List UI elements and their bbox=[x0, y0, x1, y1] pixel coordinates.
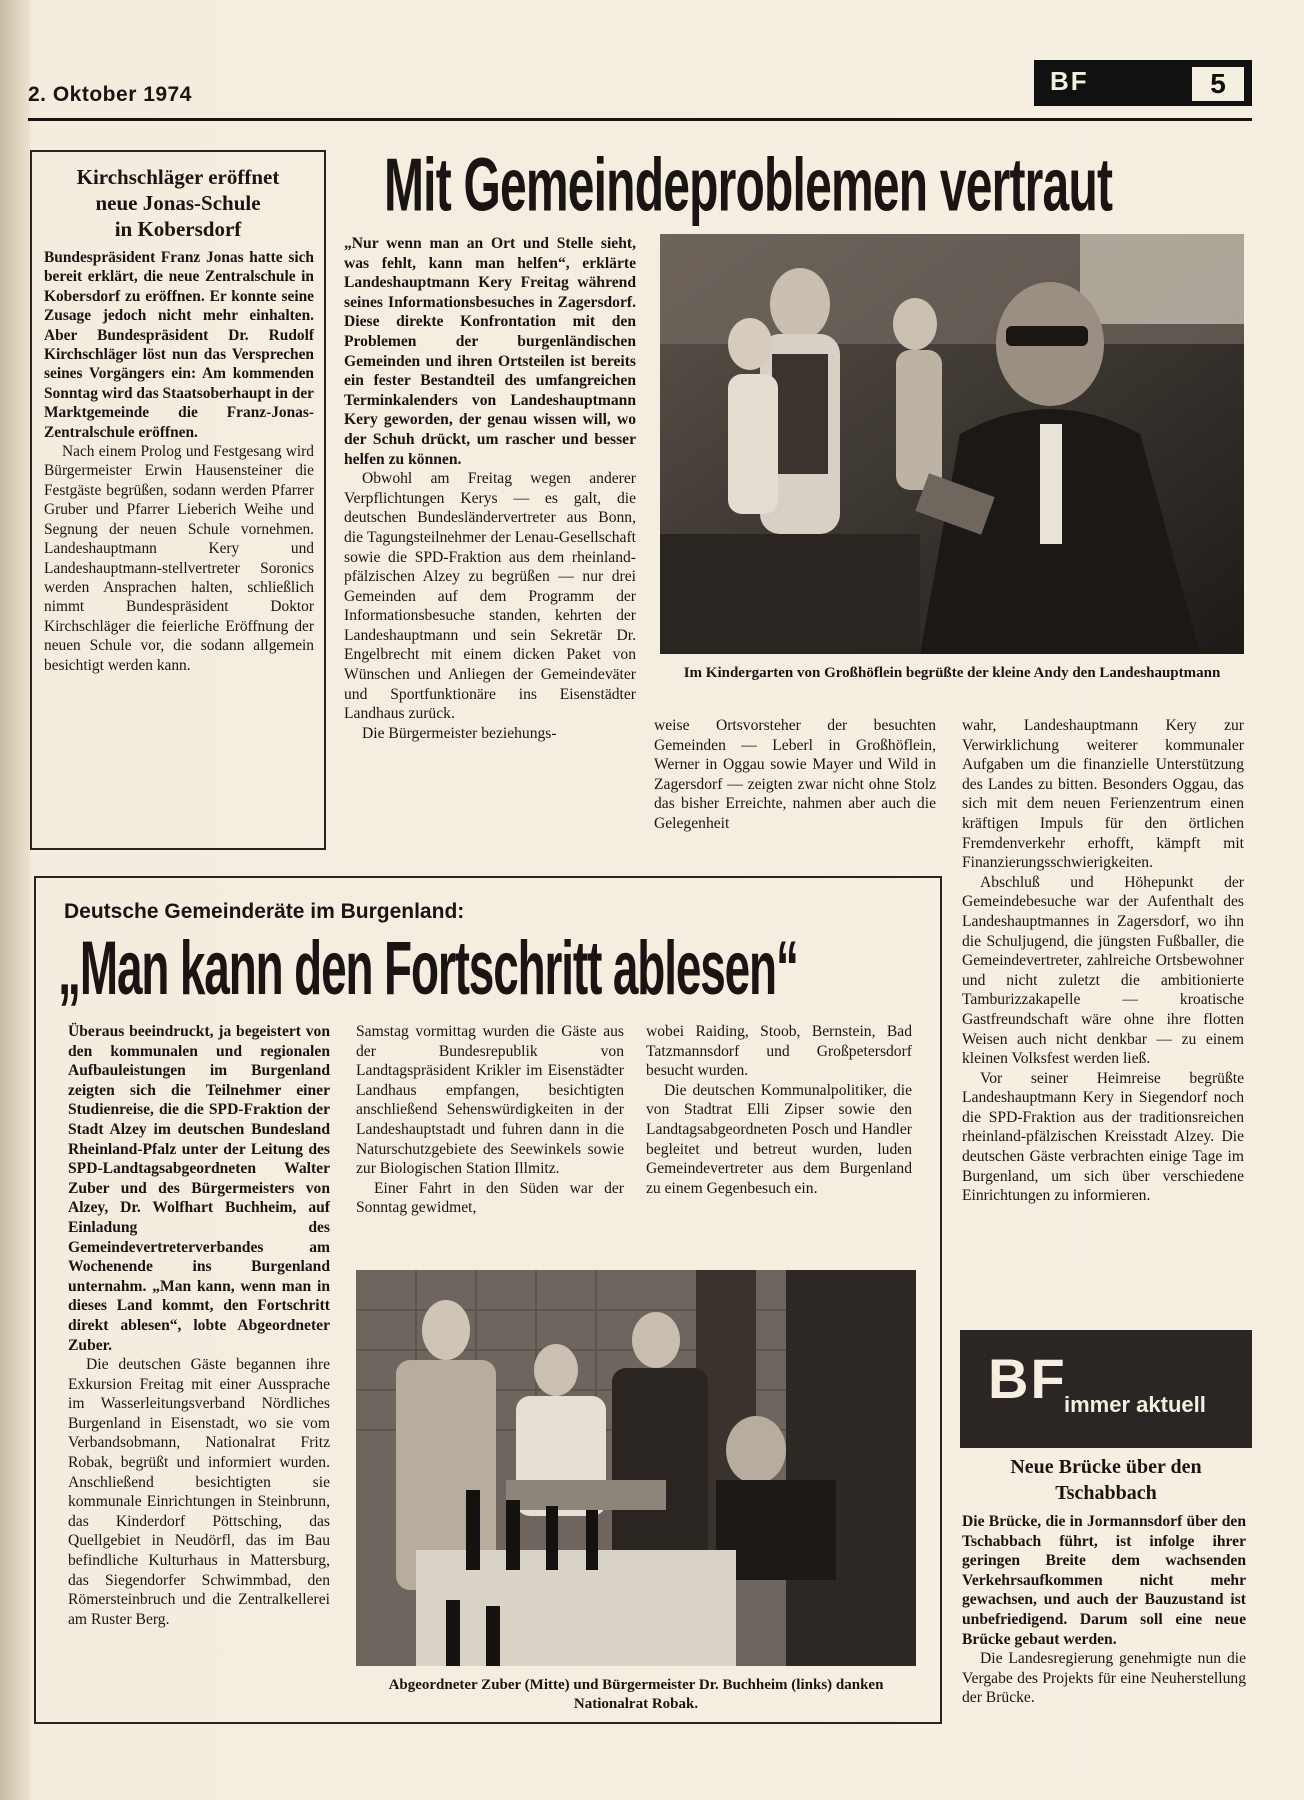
header-rule bbox=[28, 118, 1252, 121]
article2-body: Die deutschen Gäste begannen ihre Exkursion Freitag mit einer Aussprache im Wasserleitungsverband Nördliches Burgenland in Eisenstadt, wo sie vom Verbandsobmann, Nationalrat Fritz Robak, begrüßt und informiert wurden. Anschließend besichtigten sie kommunale Einrichtungen in Steinbrunn, das Kinderdorf Pöttsching, das Quellgebiet in Neudörfl, das im Bau befindliche Kulturhaus in Mattersburg, das Siegendorfer Schwimmbad, den Römersteinbruch und die Zentralkellerei am Ruster Berg. bbox=[68, 1356, 330, 1628]
article1-body: Obwohl am Freitag wegen anderer Verpflichtungen Kerys — es galt, die deutschen Bundesländervertreter aus Bonn, die Tagungsteilnehmer der Lenau-Gesellschaft sowie die SPD-Fraktion aus dem rheinland-pfälzischen Alzey zu begrüßen — nur drei Gemeinden auf dem Programm der Informationsbesuche standen, kehrten der Landeshauptmann und sein Sekretär Dr. Engelbrecht mit einem dicken Paket von Wünschen und Anliegen der Gemeindeväter und Sportfunktionäre ins Eisenstädter Landhaus zurück. bbox=[344, 470, 636, 723]
article1-body-end: Die Bürgermeister beziehungs- bbox=[362, 724, 557, 742]
sidebar-box bbox=[30, 150, 326, 850]
article1-column-2 bbox=[654, 716, 936, 834]
article1-lead: „Nur wenn man an Ort und Stelle sieht, was fehlt, kann man helfen“, erklärte Landeshauptmann Kery Freitag während seines Informationsbesuches in Zagersdorf. Diese direkte Konfrontation mit den Problemen der burgenländischen Gemeinden und ihren Ortsteilen ist bereits ein fester Bestandteil des umfangreichen Terminkalenders von Landeshauptmann Kery geworden, der genau wissen will, wo der Schuh drückt, um rascher und besser helfen zu können. bbox=[344, 235, 636, 468]
article2-col3-text: wobei Raiding, Stoob, Bernstein, Bad Tatzmannsdorf und Großpetersdorf besucht wurden. bbox=[646, 1023, 912, 1080]
masthead bbox=[1034, 60, 1252, 106]
article2-col3-text-b: Die deutschen Kommunalpolitiker, die von Stadtrat Elli Zipser sowie den Landtagsabgeordneten Posch und Handler begleitet und betreut wurden, luden Gemeindevertreter aus dem Burgenland zu einem Gegenbesuch ein. bbox=[646, 1081, 912, 1197]
reception-photo bbox=[356, 1270, 916, 1666]
article3-text bbox=[962, 1512, 1246, 1708]
promo-box bbox=[960, 1330, 1252, 1448]
sidebar-body: Nach einem Prolog und Festgesang wird Bürgermeister Erwin Hausensteiner die Festgäste begrüßen, sodann werden Pfarrer Gruber und Pfarrer Lieberich Weihe und Segnung der neuen Schule vornehmen. Landeshauptmann Kery und Landeshauptmann-stellvertreter Soronics werden Ansprachen halten, schließlich nimmt Bundespräsident Doktor Kirchschläger die feierliche Eröffnung der neuen Schule vor, die sodann allgemein besichtigt werden kann. bbox=[44, 443, 314, 674]
article1-column-3 bbox=[962, 716, 1244, 1206]
article1-headline: Mit Gemeindeproblemen vertraut bbox=[384, 143, 1113, 227]
article3-headline bbox=[952, 1454, 1260, 1506]
kindergarten-photo bbox=[660, 234, 1244, 654]
binding-shadow bbox=[0, 0, 30, 1800]
article1-col3-text-b: Abschluß und Höhepunkt der Gemeindebesuche war der Aufenthalt des Landeshauptmannes in Zagersdorf, wo ihn die Schuljugend, die jüngsten Fußballer, die Gemeindevertreter, zahlreiche Ortsbewohner und nicht zuletzt die ambitionierte Tamburizzakapelle — kroatische Gastfreundschaft wäre ohne ihre flotten Weisen auch nicht denkbar — zu einem kleinen Volksfest werden ließ. bbox=[962, 873, 1244, 1068]
sidebar-headline-line: Kirchschläger eröffnet bbox=[76, 165, 280, 189]
article2-column-2 bbox=[356, 1022, 624, 1218]
sidebar-lead: Bundespräsident Franz Jonas hatte sich bereit erklärt, die neue Zentralschule in Kobersdorf zu eröffnen. Er konnte seine Zusage jedoch nicht mehr einhalten. Aber Bundespräsident Dr. Rudolf Kirchschläger löst nun das Versprechen seines Vorgängers ein: Am kommenden Sonntag wird das Staatsoberhaupt in der Marktgemeinde die Franz-Jonas-Zentralschule eröffnen. bbox=[44, 249, 314, 441]
article1-col3-text: wahr, Landeshauptmann Kery zur Verwirklichung weiterer kommunaler Aufgaben um die finanzielle Unterstützung des Landes zu bitten. Besonders Oggau, das sich mit dem neuen Ferienzentrum einen kräftigen Impuls für den örtlichen Fremdenverkehr erhofft, kämpft mit Finanzierungsschwierigkeiten. bbox=[962, 717, 1244, 872]
promo-tagline: immer aktuell bbox=[1064, 1392, 1206, 1417]
article3-headline-line: Tschabbach bbox=[1055, 1482, 1157, 1504]
sidebar-headline-line: neue Jonas-Schule bbox=[95, 191, 261, 215]
issue-date: 2. Oktober 1974 bbox=[28, 83, 192, 106]
kindergarten-photo-caption: Im Kindergarten von Großhöflein begrüßte der kleine Andy den Landeshauptmann bbox=[683, 665, 1221, 681]
article2-kicker: Deutsche Gemeinderäte im Burgenland: bbox=[64, 900, 465, 923]
page-number: 5 bbox=[1190, 65, 1246, 103]
article1-col2-text: weise Ortsvorsteher der besuchten Gemeinden — Leberl in Großhöflein, Werner in Oggau sowie Mayer und Wild in Zagersdorf — zeigten zwar nicht ohne Stolz das bisher Erreichte, nahmen aber auch die Gelegenheit bbox=[654, 717, 936, 832]
reception-photo-image bbox=[356, 1270, 916, 1666]
sidebar-headline-line: in Kobersdorf bbox=[114, 217, 242, 241]
article2-headline: „Man kann den Fortschritt ablesen“ bbox=[58, 927, 798, 1012]
article2-col2-text-b: Einer Fahrt in den Süden war der Sonntag gewidmet, bbox=[356, 1179, 624, 1217]
masthead-logo: BF bbox=[1050, 66, 1089, 96]
article3-headline-line: Neue Brücke über den bbox=[1010, 1456, 1202, 1478]
article3-body: Die Landesregierung genehmigte nun die Vergabe des Projekts für eine Neuherstellung der Brücke. bbox=[962, 1650, 1246, 1707]
sidebar-headline bbox=[40, 164, 316, 242]
sidebar-text bbox=[44, 248, 314, 675]
promo-logo: BF bbox=[988, 1347, 1067, 1410]
article2-lead: Überaus beeindruckt, ja begeistert von den kommunalen und regionalen Aufbauleistungen im Burgenland zeigten sich die Teilnehmer einer Studienreise, die die SPD-Fraktion der Stadt Alzey im deutschen Bundesland Rheinland-Pfalz unter der Leitung des SPD-Landtagsabgeordneten Walter Zuber und des Bürgermeisters von Alzey, Dr. Wolfhart Buchheim, auf Einladung des Gemeindevertreterverbandes am Wochenende ins Burgenland unternahm. „Man kann, wenn man in dieses Land kommt, den Fortschritt direkt ablesen“, lobte Abgeordneter Zuber. bbox=[68, 1023, 330, 1354]
article3-lead: Die Brücke, die in Jormannsdorf über den Tschabbach führt, ist infolge ihrer geringen Breite dem wachsenden Verkehrsaufkommen nicht mehr gewachsen, und auch der Bauzustand ist unbefriedigend. Darum soll eine neue Brücke gebaut werden. bbox=[962, 1513, 1246, 1648]
article1-col3-text-c: Vor seiner Heimreise begrüßte Landeshauptmann Kery in Siegendorf noch die SPD-Fraktion aus der traditionsreichen rheinland-pfälzischen Kreisstadt Alzey. Die deutschen Gäste verbrachten einige Tage im Burgenland, um sich über verschiedene Einrichtungen zu informieren. bbox=[962, 1069, 1244, 1205]
kindergarten-photo-image bbox=[660, 234, 1244, 654]
reception-photo-caption: Abgeordneter Zuber (Mitte) und Bürgermeister Dr. Buchheim (links) danken Nationalrat Robak. bbox=[388, 1677, 884, 1712]
article1-column-1 bbox=[344, 234, 636, 743]
article2-column-1 bbox=[68, 1022, 330, 1629]
article2-col2-text: Samstag vormittag wurden die Gäste aus der Bundesrepublik von Landtagspräsident Krikler im Eisenstädter Landhaus empfangen, besichtigten anschließend Sehenswürdigkeiten in der Landeshauptstadt und fuhren dann in die Naturschutzgebiete des Seewinkels sowie zur Biologischen Station Illmitz. bbox=[356, 1023, 624, 1178]
article2-column-3 bbox=[646, 1022, 912, 1198]
